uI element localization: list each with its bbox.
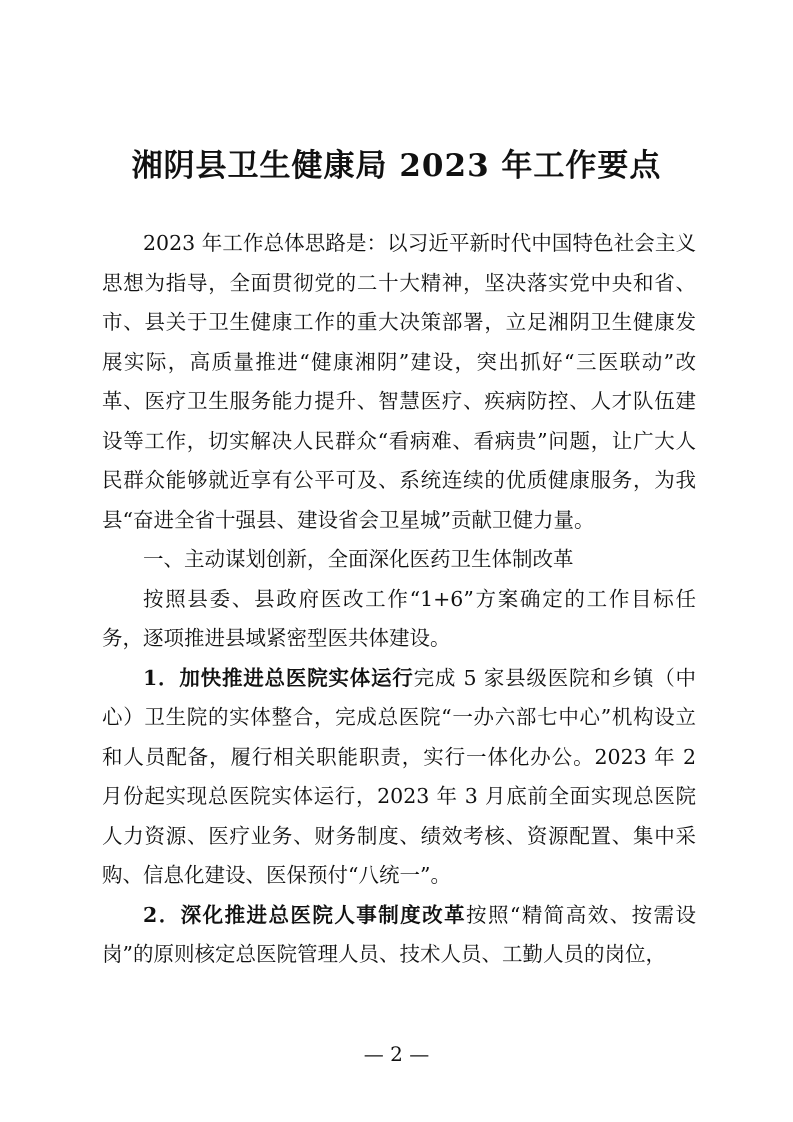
- item-text: 按照“精简高效、按需设岗”的原则核定总医院管理人员、技术人员、工勤人员的岗位，: [102, 902, 696, 966]
- section-summary: 按照县委、县政府医改工作“1+6”方案确定的工作目标任务，逐项推进县域紧密型医共体建设。: [102, 586, 696, 650]
- page-number: — 2 —: [363, 1042, 430, 1066]
- item-text: 完成 5 家县级医院和乡镇（中心）卫生院的实体整合，完成总医院“一办六部七中心”机构设立和人员配备，履行相关职能职责，实行一体化办公。2023 年 2 月份起实现总医院实体运行，2023 年 3 月底前全面实现总医院人力资源、医疗业务、财务制度、绩效考核、资源配置、集中采购、信息化建设、医保预付“八统一”。: [102, 665, 696, 887]
- section-heading: 一、主动谋划创新，全面深化医药卫生体制改革: [143, 547, 574, 571]
- document-body: [102, 224, 696, 975]
- item-paragraph: [102, 659, 696, 896]
- item-lead: 2．深化推进总医院人事制度改革: [143, 902, 467, 927]
- document-title: 湘阴县卫生健康局 2023 年工作要点: [131, 148, 662, 184]
- intro-paragraph: 2023 年工作总体思路是：以习近平新时代中国特色社会主义思想为指导，全面贯彻党的二十大精神，坚决落实党中央和省、市、县关于卫生健康工作的重大决策部署，立足湘阴卫生健康发展实际，高质量推进“健康湘阴”建设，突出抓好“三医联动”改革、医疗卫生服务能力提升、智慧医疗、疾病防控、人才队伍建设等工作，切实解决人民群众“看病难、看病贵”问题，让广大人民群众能够就近享有公平可及、系统连续的优质健康服务，为我县“奋进全省十强县、建设省会卫星城”贡献卫健力量。: [102, 231, 696, 532]
- item-paragraph: [102, 896, 696, 975]
- item-lead: 1．加快推进总医院实体运行: [143, 665, 414, 690]
